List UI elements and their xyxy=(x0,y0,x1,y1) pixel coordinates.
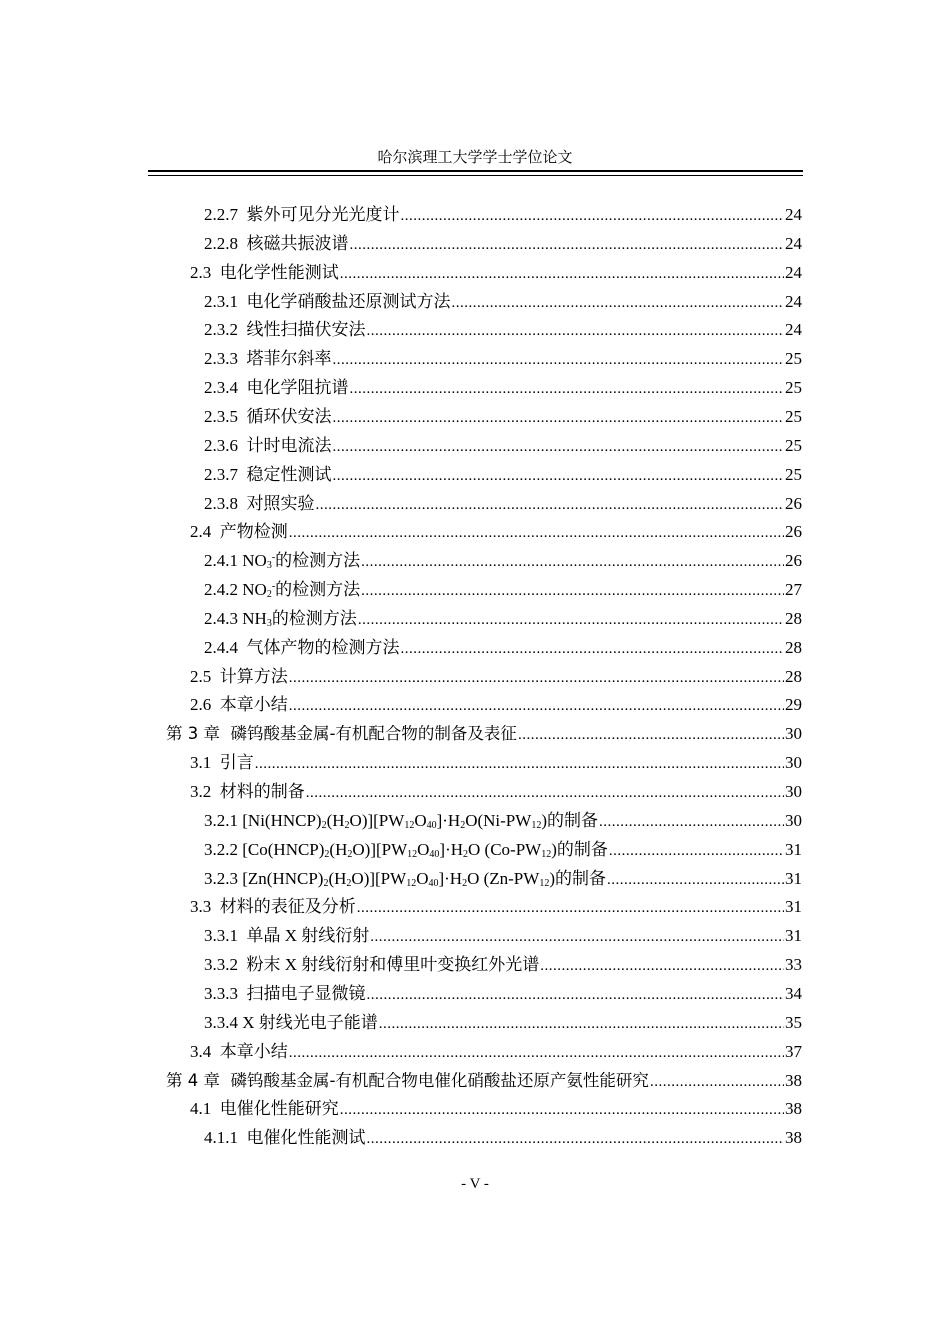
toc-entry-title: 2.3.7 稳定性测试 xyxy=(204,464,332,484)
toc-entry-page: 26 xyxy=(785,493,802,513)
toc-leader-dots xyxy=(289,664,784,693)
toc-entry-title: 2.4 产物检测 xyxy=(190,522,288,542)
toc-leader-dots xyxy=(361,577,784,606)
toc-entry-title: 3.3.2 粉末 X 射线衍射和傅里叶变换红外光谱 xyxy=(204,955,540,975)
toc-entry-page: 28 xyxy=(785,608,802,628)
header-rule-thick xyxy=(148,170,803,172)
toc-entry-title: 3.2.3 $[Zn(HNCP)_2(H_2O)][PW_{12}O_{40}]\cdot H_2O$ $(Zn-PW_{12})$的制备 xyxy=(204,868,606,889)
toc-entry-page: 25 xyxy=(785,464,802,484)
toc-entry[interactable] xyxy=(190,662,802,691)
toc-entry-title: 2.4.4 气体产物的检测方法 xyxy=(204,637,400,657)
toc-entry[interactable] xyxy=(204,431,802,460)
toc-leader-dots xyxy=(350,375,785,404)
toc-entry-title: 2.2.7 紫外可见分光光度计 xyxy=(204,205,400,224)
toc-entry[interactable] xyxy=(204,835,802,864)
toc-leader-dots xyxy=(333,346,785,375)
toc-entry-page: 28 xyxy=(785,637,802,657)
toc-leader-dots xyxy=(333,433,785,462)
toc-entry-title: 2.6 本章小结 xyxy=(190,695,288,715)
running-header: 哈尔滨理工大学学士学位论文 xyxy=(377,150,573,166)
toc-entry-page: 35 xyxy=(785,1012,802,1032)
toc-leader-dots xyxy=(540,952,784,981)
toc-entry-title: 3.3.4 X 射线光电子能谱 xyxy=(204,1012,378,1032)
toc-entry-title: 3.3.1 单晶 X 射线衍射 xyxy=(204,926,370,946)
toc-entry-page: 31 xyxy=(785,897,802,917)
toc-entry-title: 2.4.3 $NH_3$的检测方法 xyxy=(204,608,357,629)
toc-entry-title: 3.2 材料的制备 xyxy=(190,782,305,801)
toc-leader-dots xyxy=(340,260,784,289)
toc-leader-dots xyxy=(367,1125,785,1154)
toc-entry-page: 30 xyxy=(785,753,802,773)
toc-entry-page: 33 xyxy=(785,955,802,975)
toc-entry-title: 2.2.8 核磁共振波谱 xyxy=(204,233,349,253)
toc-entry[interactable] xyxy=(204,1123,802,1152)
toc-entry-title: 2.3.8 对照实验 xyxy=(204,493,315,513)
toc-leader-dots xyxy=(401,202,785,231)
toc-entry-page: 29 xyxy=(785,695,802,715)
toc-entry-page: 25 xyxy=(785,349,802,369)
toc-entry-title: 第 4 章 磷钨酸基金属-有机配合物电催化硝酸盐还原产氨性能研究 xyxy=(166,1070,649,1090)
toc-entry-title: 3.3.3 扫描电子显微镜 xyxy=(204,983,366,1003)
toc-entry[interactable] xyxy=(204,287,802,316)
toc-entry-page: 38 xyxy=(785,1128,802,1148)
toc-entry[interactable] xyxy=(204,489,802,518)
toc-leader-dots xyxy=(650,1068,784,1097)
toc-leader-dots xyxy=(333,404,785,433)
toc-entry-page: 25 xyxy=(785,406,802,426)
toc-leader-dots xyxy=(333,462,785,491)
toc-leader-dots xyxy=(452,289,785,318)
toc-leader-dots xyxy=(357,894,784,923)
toc-entry-page: 38 xyxy=(785,1070,802,1090)
toc-entry[interactable] xyxy=(190,258,802,287)
toc-entry-page: 26 xyxy=(785,551,802,571)
toc-entry[interactable] xyxy=(204,373,802,402)
toc-entry-title: 2.4.2 $NO_2^-$的检测方法 xyxy=(204,580,361,601)
toc-entry-page: 24 xyxy=(785,262,802,282)
toc-entry[interactable] xyxy=(204,200,802,229)
toc-entry[interactable] xyxy=(190,748,802,777)
toc-entry[interactable] xyxy=(204,460,802,489)
toc-entry-title: 2.4.1 $NO_3^-$的检测方法 xyxy=(204,551,361,572)
toc-entry-page: 24 xyxy=(785,205,802,224)
toc-leader-dots xyxy=(289,692,784,721)
toc-leader-dots xyxy=(255,750,784,779)
toc-entry-page: 27 xyxy=(785,580,802,600)
toc-leader-dots xyxy=(609,837,784,866)
toc-entry-title: 2.3.4 电化学阻抗谱 xyxy=(204,378,349,398)
toc-entry[interactable] xyxy=(190,1037,802,1066)
toc-entry-page: 25 xyxy=(785,435,802,455)
toc-leader-dots xyxy=(306,779,784,808)
toc-entry[interactable] xyxy=(204,1008,802,1037)
toc-entry-page: 24 xyxy=(785,320,802,340)
toc-entry-page: 30 xyxy=(785,724,802,744)
page-number: - V - xyxy=(461,1176,489,1192)
toc-entry-title: 2.3.2 线性扫描伏安法 xyxy=(204,320,366,340)
toc-entry-title: 3.2.1 $[Ni(HNCP)_2(H_2O)][PW_{12}O_{40}]\cdot H_2O(Ni-PW_{12})$的制备 xyxy=(204,810,598,831)
toc-entry-page: 31 xyxy=(785,839,802,859)
toc-entry-title: 4.1 电催化性能研究 xyxy=(190,1099,339,1119)
toc-leader-dots xyxy=(289,519,784,548)
toc-entry[interactable] xyxy=(204,806,802,835)
toc-entry-title: 2.3.3 塔菲尔斜率 xyxy=(204,349,332,369)
toc-entry[interactable] xyxy=(204,575,802,604)
toc-entry-title: 2.3.5 循环伏安法 xyxy=(204,406,332,426)
toc-entry[interactable] xyxy=(204,315,802,344)
toc-entry[interactable] xyxy=(204,633,802,662)
toc-entry[interactable] xyxy=(190,517,802,546)
toc-entry-title: 2.3.1 电化学硝酸盐还原测试方法 xyxy=(204,291,451,311)
toc-leader-dots xyxy=(316,491,785,520)
toc-entry-page: 31 xyxy=(785,926,802,946)
toc-entry-page: 24 xyxy=(785,291,802,311)
toc-entry-page: 26 xyxy=(785,522,802,542)
toc-leader-dots xyxy=(367,317,785,346)
toc-entry[interactable] xyxy=(190,777,802,806)
toc-entry[interactable] xyxy=(204,546,802,575)
toc-entry[interactable] xyxy=(204,229,802,258)
toc-entry-title: 2.3.6 计时电流法 xyxy=(204,435,332,455)
toc-leader-dots xyxy=(599,808,784,837)
toc-entry-page: 34 xyxy=(785,983,802,1003)
toc-entry-title: 3.3 材料的表征及分析 xyxy=(190,897,356,917)
toc-entry-title: 2.3 电化学性能测试 xyxy=(190,262,339,282)
toc-leader-dots xyxy=(350,231,785,260)
toc-entry[interactable] xyxy=(204,864,802,893)
toc-leader-dots xyxy=(289,1039,784,1068)
toc-leader-dots xyxy=(379,1010,784,1039)
toc-entry-page: 28 xyxy=(785,666,802,686)
toc-entry-page: 31 xyxy=(785,868,802,888)
toc-entry-title: 第 3 章 磷钨酸基金属-有机配合物的制备及表征 xyxy=(166,724,517,744)
toc-entry-page: 24 xyxy=(785,233,802,253)
toc-entry-title: 3.4 本章小结 xyxy=(190,1041,288,1061)
toc-entry[interactable] xyxy=(204,921,802,950)
toc-entry[interactable] xyxy=(166,1066,802,1095)
toc-entry-page: 30 xyxy=(785,810,802,830)
toc-entry[interactable] xyxy=(190,690,802,719)
toc-leader-dots xyxy=(340,1096,784,1125)
toc-entry-title: 3.1 引言 xyxy=(190,753,254,773)
toc-entry[interactable] xyxy=(204,402,802,431)
toc-entry-title: 4.1.1 电催化性能测试 xyxy=(204,1128,366,1148)
toc-entry-title: 2.5 计算方法 xyxy=(190,666,288,686)
toc-entry-page: 38 xyxy=(785,1099,802,1119)
toc-leader-dots xyxy=(370,923,784,952)
toc-entry[interactable] xyxy=(190,892,802,921)
toc-entry[interactable] xyxy=(204,604,802,633)
toc-entry[interactable] xyxy=(204,979,802,1008)
toc-entry[interactable] xyxy=(204,950,802,979)
toc-leader-dots xyxy=(518,721,784,750)
toc-entry-page: 37 xyxy=(785,1041,802,1061)
toc-leader-dots xyxy=(361,548,784,577)
toc-leader-dots xyxy=(607,866,784,895)
toc-entry-page: 25 xyxy=(785,378,802,398)
toc-entry[interactable] xyxy=(166,719,802,748)
toc-entry[interactable] xyxy=(204,344,802,373)
toc-leader-dots xyxy=(367,981,785,1010)
toc-leader-dots xyxy=(358,606,784,635)
toc-entry-page: 30 xyxy=(785,782,802,801)
header-rule-thin xyxy=(148,175,803,176)
toc-entry-title: 3.2.2 $[Co(HNCP)_2(H_2O)][PW_{12}O_{40}]\cdot H_2O$ $(Co-PW_{12})$的制备 xyxy=(204,839,608,860)
toc-entry[interactable] xyxy=(190,1094,802,1123)
toc-leader-dots xyxy=(401,635,785,664)
